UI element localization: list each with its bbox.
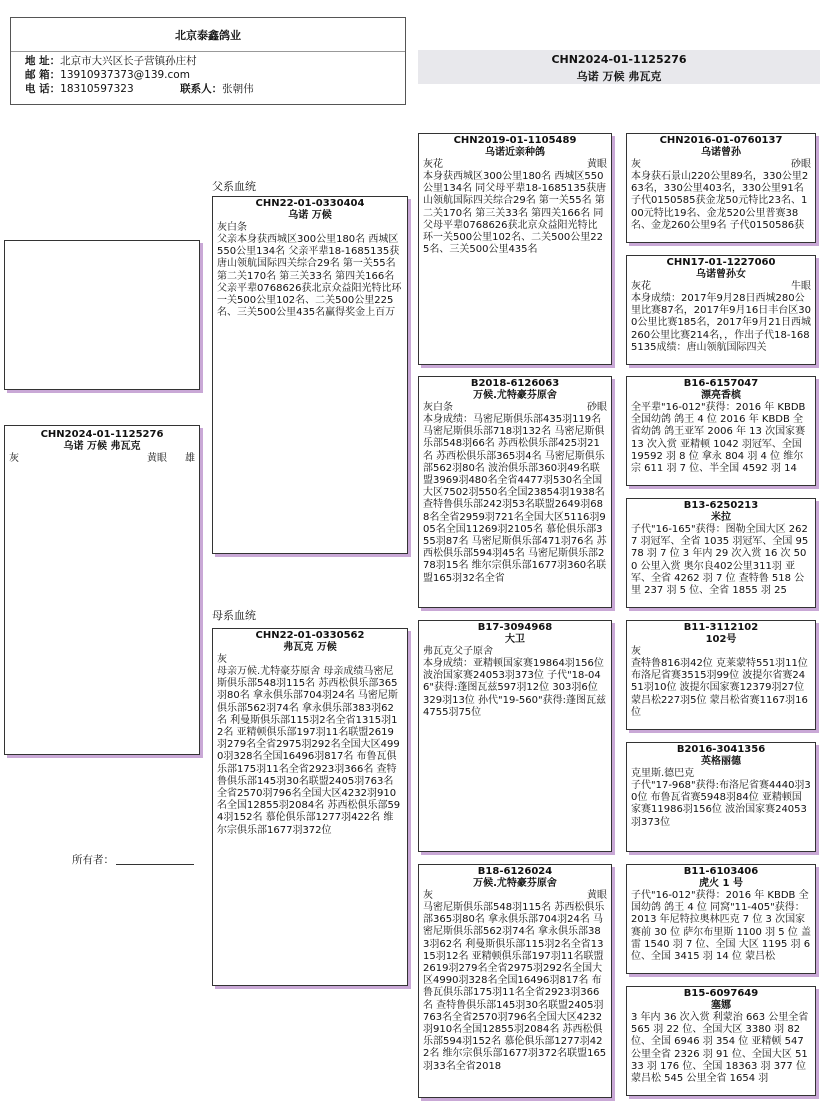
- ggp-sdd-card: [626, 498, 816, 608]
- ds-record: 本身成绩：亚精顿国家赛19864羽156位 波治国家赛24053羽373位 子代"18-046"获得:蓬图瓦兹597羽12位 303羽6位 329羽13位 孙代"19-560"获得:蓬图瓦兹4755羽75位: [423, 658, 606, 718]
- dss-record: 查特鲁816羽42位 克莱蒙特551羽11位 布洛尼省赛3515羽99位 波提尔省赛2451羽10位 波提尔国家赛12379羽27位 蒙吕松227羽5位 蒙吕松省赛1167羽16位: [631, 658, 808, 718]
- email-label: 邮 箱：: [25, 69, 61, 81]
- sss-record: 本身获石景山220公里89名，330公里263名，330公里403名，330公里91名 子代0150585获金龙50元特比23名、100元特比19名、金龙520公里普赛38名、金龙260公里9名 子代0150586获: [631, 171, 809, 231]
- dds-name: 虎火 1 号: [699, 878, 743, 889]
- dam-line-label: 母系血统: [212, 609, 256, 622]
- sire-card: [212, 196, 408, 554]
- address: 北京市大兴区长子营镇孙庄村: [60, 55, 197, 67]
- subject-eye: 黄眼: [147, 453, 167, 464]
- ssd-record: 本身成绩：2017年9月28日西城280公里比赛87名，2017年9月16日丰台区300公里比赛185名，2017年9月21日西城260公里比赛214名，，作出子代18-1685135成绩：唐山领航国际四关: [631, 293, 811, 353]
- address-label: 地 址：: [25, 55, 61, 67]
- ds-ring: B17-3094968: [477, 622, 553, 633]
- ssd-color: 灰花: [631, 281, 651, 292]
- ss-record: 本身获西城区300公里180名 西城区550公里134名 同父母平辈18-1685135获唐山领航国际四关综合29名 第一关55名 第二关170名 第三关33名 第四关166名 同父母平辈0768626获北京众益阳光特比环一关500公里102名、二关500公里225名、三关500公里435名: [423, 171, 607, 256]
- ddd-ring: B15-6097649: [683, 988, 759, 999]
- grandsire-maternal-card: [418, 620, 612, 852]
- dds-record: 子代"16-012"获得：2016 年 KBDB 全国幼鸽 鸽王 4 位 同窝"11-405"获得：2013 年尼特拉奥林匹克 7 位 3 次国家赛前 30 位 萨尔布里斯 1100 羽 5 位 盖雷 1540 羽 7 位、全国 大区 1195 羽 6 位、全国 3415 羽 14 位 蒙吕松: [631, 890, 811, 963]
- sd-name: 万候.尤特豪芬原舍: [473, 390, 557, 401]
- ddd-record: 3 年内 36 次入赏 利蒙治 663 公里全省 565 羽 22 位、全国大区 3380 羽 82 位、全国 6946 羽 354 位 亚精顿 547 公里全省 2326 羽 91 位、全国大区 5133 羽 176 位、全国 18363 羽 377 位 蒙吕松 545 公里全省 1654 羽: [631, 1012, 809, 1085]
- ggp-dss-card: [626, 620, 816, 730]
- subject-name: 乌诺 万候 弗瓦克: [63, 441, 141, 452]
- dss-ring: B11-3112102: [683, 622, 759, 633]
- sdd-ring: B13-6250213: [683, 500, 759, 511]
- contact: 张朝伟: [222, 83, 254, 95]
- sire-record: 父亲本身获西城区300公里180名 西城区550公里134名 父亲平辈18-1685135获唐山领航国际四关综合29名 第一关55名 第二关170名 第三关33名 第四关166名 父亲平辈0768626获北京众益阳光特比环一关500公里102名、二关500公里225名、三关500公里435名赢得奖金上百万: [217, 234, 402, 319]
- dam-ring: CHN22-01-0330562: [255, 630, 365, 641]
- dam-record: 母亲万候.尤特豪芬原舍 母亲成绩马密尼斯俱乐部548羽115名 苏西松俱乐部365羽80名 拿永俱乐部704羽24名 马密尼斯俱乐部562羽74名 拿永俱乐部383羽62名 利曼斯俱乐部115羽2名全省1315羽12名 亚精顿俱乐部197羽11名联盟2619羽279名全省2975羽292名全国大区4990羽328名全国16496羽817名 布鲁瓦俱乐部175羽11名全省2923羽366名 查特鲁俱乐部145羽30名联盟2405羽763名全省2570羽796名全国大区4232羽910名全国12855羽2084名 苏西松俱乐部594羽152名 慕伦俱乐部1277羽422名 维尔宗俱乐部1677羽372位: [217, 666, 401, 836]
- grandsire-paternal-card: [418, 133, 612, 365]
- title-ring: CHN2024-01-1125276: [551, 53, 687, 66]
- dsd-record: 子代"17-968"获得:布洛尼省赛4440羽30位 布鲁瓦省赛5948羽84位 亚精顿国家赛11986羽156位 波治国家赛24053羽373位: [631, 780, 811, 828]
- ssd-name: 乌诺曾孙女: [696, 269, 746, 280]
- sdd-record: 子代"16-165"获得：图勒全国大区 2627 羽冠军、全省 1035 羽冠军、全国 9578 羽 7 位 3 年内 29 次入赏 16 次 500 公里入赏 奥尔良402公里311羽 亚军、全省 4262 羽 7 位 查特鲁 518 公里 237 羽 5 位、全省 1855 羽 25: [631, 524, 809, 597]
- dam-color: 灰: [217, 654, 227, 665]
- dss-color: 灰: [631, 646, 641, 657]
- subject-color: 灰: [9, 453, 19, 464]
- sd-ring: B2018-6126063: [470, 378, 560, 389]
- sss-ring: CHN2016-01-0760137: [659, 135, 783, 146]
- dsd-ring: B2016-3041356: [676, 744, 766, 755]
- header-divider: [11, 51, 405, 52]
- photo-frame-top: [4, 240, 200, 390]
- dd-eye: 黄眼: [587, 890, 607, 901]
- ssd-eye: 牛眼: [791, 281, 811, 292]
- dsd-name: 英格丽德: [701, 756, 741, 767]
- dds-ring: B11-6103406: [683, 866, 759, 877]
- ds-subtitle: 弗瓦克父子原舍: [423, 646, 493, 657]
- sds-ring: B16-6157047: [683, 378, 759, 389]
- sds-record: 全平辈"16-012"获得：2016 年 KBDB 全国幼鸽 鸽王 4 位 2016 年 KBDB 全省幼鸽 鸽王亚军 2006 年 13 次国家赛 13 次入赏 亚精顿 1042 羽冠军、全国 19592 羽 8 位 拿永 804 羽 4 位 维尔宗 611 羽 7 位、半全国 4592 羽 14: [631, 402, 806, 475]
- dd-ring: B18-6126024: [477, 866, 553, 877]
- subject-sex: 雄: [185, 453, 195, 464]
- ggp-sss-card: [626, 133, 816, 243]
- phone-label: 电 话：: [25, 83, 61, 95]
- granddam-maternal-card: [418, 864, 612, 1098]
- ss-name: 乌诺近亲种鸽: [485, 147, 545, 158]
- sire-color: 灰白条: [217, 222, 247, 233]
- dam-card: [212, 628, 408, 986]
- dd-name: 万候.尤特豪芬原舍: [473, 878, 557, 889]
- sss-eye: 砂眼: [791, 159, 811, 170]
- ds-name: 大卫: [505, 634, 525, 645]
- sss-color: 灰: [631, 159, 641, 170]
- sd-color: 灰白条: [423, 402, 453, 413]
- sire-ring: CHN22-01-0330404: [255, 198, 365, 209]
- header-box: [10, 17, 406, 105]
- title-banner: [418, 50, 820, 84]
- owner-field[interactable]: [116, 864, 194, 865]
- ggp-ssd-card: [626, 255, 816, 365]
- sds-name: 漂亮香槟: [701, 390, 741, 401]
- sss-name: 乌诺曾孙: [701, 147, 741, 158]
- granddam-paternal-card: [418, 376, 612, 608]
- ddd-name: 塞娜: [711, 1000, 731, 1011]
- subject-ring: CHN2024-01-1125276: [40, 429, 164, 440]
- ssd-ring: CHN17-01-1227060: [666, 257, 776, 268]
- owner-label: 所有者：: [72, 854, 114, 866]
- sire-line-label: 父系血统: [212, 180, 256, 193]
- ggp-ddd-card: [626, 986, 816, 1096]
- company-name: 北京泰鑫鸽业: [175, 29, 241, 42]
- dam-name: 弗瓦克 万候: [283, 642, 337, 653]
- dss-name: 102号: [705, 634, 737, 645]
- dsd-subtitle: 克里斯.德巴克: [631, 768, 695, 779]
- ss-ring: CHN2019-01-1105489: [453, 135, 577, 146]
- phone: 18310597323: [60, 83, 134, 95]
- dd-record: 马密尼斯俱乐部548羽115名 苏西松俱乐部365羽80名 拿永俱乐部704羽24名 马密尼斯俱乐部562羽74名 拿永俱乐部383羽62名 利曼斯俱乐部115羽2名全省1315羽12名 亚精顿俱乐部197羽11名联盟2619羽279名全省2975羽292名全国大区4990羽328名全国16496羽817名 布鲁瓦俱乐部175羽11名全省2923羽366名 查特鲁俱乐部145羽30名联盟2405羽763名全省2570羽796名全国大区4232羽910名全国12855羽2084名 苏西松俱乐部594羽152名 慕伦俱乐部1277羽422名 维尔宗俱乐部1677羽372名联盟165羽33名全省2018: [423, 902, 607, 1072]
- title-name: 乌诺 万候 弗瓦克: [576, 70, 662, 83]
- contact-label: 联系人：: [180, 83, 223, 95]
- dd-color: 灰: [423, 890, 433, 901]
- ss-color: 灰花: [423, 159, 443, 170]
- ggp-dds-card: [626, 864, 816, 974]
- sire-name: 乌诺 万候: [288, 210, 332, 221]
- sd-record: 本身成绩：马密尼斯俱乐部435羽119名 马密尼斯俱乐部718羽132名 马密尼斯俱乐部548羽66名 苏西松俱乐部425羽21名 苏西松俱乐部365羽4名 马密尼斯俱乐部562羽80名 波治俱乐部360羽49名联盟3969羽480名全省4477羽530名全国大区7502羽550名全国23854羽1938名 查特鲁俱乐部242羽53名联盟2649羽688名全省2959羽721名全国大区5116羽905名全国11269羽2105名 慕伦俱乐部355羽87名 马密尼斯俱乐部471羽76名 苏西松俱乐部594羽45名 马密尼斯俱乐部278羽15名 维尔宗俱乐部1677羽360名联盟165羽32名全省: [423, 414, 607, 584]
- ggp-dsd-card: [626, 742, 816, 852]
- sdd-name: 米拉: [711, 512, 731, 523]
- sd-eye: 砂眼: [587, 402, 607, 413]
- ss-eye: 黄眼: [587, 159, 607, 170]
- email[interactable]: 13910937373@139.com: [60, 69, 190, 81]
- ggp-sds-card: [626, 376, 816, 486]
- subject-card: [4, 425, 200, 755]
